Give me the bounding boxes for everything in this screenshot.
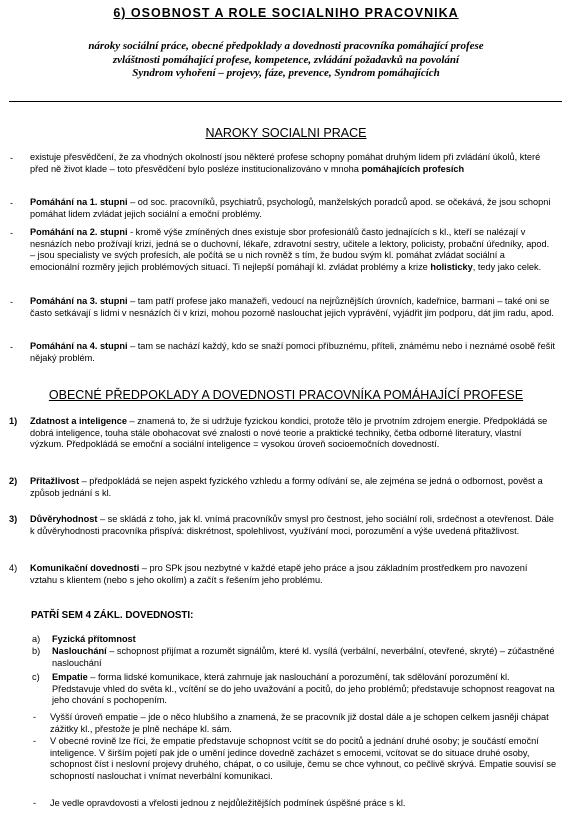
item-text: – tam se nachází každý, kdo se snaží pomoci příbuznému, příteli, známému nebo i neznámé osobě řešit nějaký problém. (30, 341, 555, 363)
item-bold: Empatie (52, 672, 88, 682)
subtitle-line: zvláštnosti pomáhající profese, kompetence, zvládání požadavků na povolání (112, 53, 460, 66)
item-bold: Komunikační dovednosti (30, 563, 140, 573)
heading-text: PATŘÍ SEM 4 ZÁKL. DOVEDNOSTI: (31, 610, 194, 621)
list-item (30, 227, 556, 273)
item-tail-bold: holisticky (430, 261, 473, 272)
item-text: - kromě výše zmíněných dnes existuje sbor profesionálů často jednajících s kl., kteří se nalézají v nesnázích nebo prožívají krizi, jedná se o duchovní, lékaře, zdravotní sestry, učitele a lektory, policisty, probační úředníky, apod. – jsou specialisty ve svých profesích, ale počítá se u nich rovněž s tím, že budou svým kl. pomáhat zvládat sociální a emocionální rozměry jejich problémových situací. Ti nejlepší pomáhají kl. zvládat problémy a krize (30, 227, 550, 272)
item-bold: Pomáhání na 3. stupni (30, 296, 128, 306)
list-item (30, 563, 556, 586)
subtitle-block (30, 40, 542, 81)
item-text: – znamená to, že si udržuje fyzickou kondici, protože tělo je prvotním zdrojem energie. Předpokládá se dobrá inteligence, touha stále obohacovat své znalosti o nové teorie a praktické techniky, četba odborné literatury, vlastní výzkum. Předpokládá se emoční a sociální inteligence = vysokou úroveň socioemočních dovedností. (30, 416, 548, 449)
item-bold: Přitažlivost (30, 476, 80, 486)
item-bold: Důvěryhodnost (30, 514, 98, 524)
list-item (30, 341, 556, 364)
item-letter: b) (32, 646, 41, 656)
section-heading-naroky: NAROKY SOCIALNI PRACE (205, 126, 367, 140)
bullet-dash: - (33, 736, 37, 746)
list-item: V obecné rovině lze říci, že empatie představuje schopnost vcítit se do pocitů a jednání druhé osoby; je součástí emoční inteligence. V širším pojetí pak jde o umění jedince dovedně zacházet s emocemi, vcítovat se do situace druhé osoby, schopnost číst i neslovní projevy druhého, chápat, o co usiluje, čemu se chce vyhnout, co pečlivě skrývá. Empatie souvisí se schopností naslouchat i vnímat neverbální komunikaci. (50, 736, 557, 781)
item-number: 3) (9, 514, 18, 524)
list-item (52, 634, 556, 646)
list-item (30, 476, 556, 499)
page-title: 6) OSOBNOST A ROLE SOCIALNIHO PRACOVNIKA (113, 6, 459, 20)
list-item (30, 514, 556, 537)
bullet-dash: - (33, 712, 37, 722)
list-item (30, 152, 556, 175)
list-item (30, 197, 556, 220)
bullet-dash: - (10, 342, 14, 352)
bullet-dash: - (10, 198, 14, 208)
item-number: 4) (9, 563, 18, 573)
section-heading-dovednosti (31, 610, 193, 621)
item-text: existuje přesvědčení, že za vhodných okolností jsou některé profese schopny pomáhat druhým lidem při zvládání úkolů, které před ně život klade – toto přesvědčení bylo posléze institucionalizováno v mnoha (30, 152, 541, 174)
item-text: – forma lidské komunikace, která zahrnuje jak naslouchání a porozumění, tak sdělování porozumění kl. Představuje vhled do světa kl., vcítění se do jeho uvažování a pocitů, do jeho problémů; představuje schopnost reagovat na jeho chování s pochopením. (52, 672, 555, 705)
item-number: 1) (9, 416, 18, 426)
item-bold: Naslouchání (52, 646, 107, 656)
list-item (52, 646, 556, 669)
list-item (30, 416, 556, 451)
item-tail: , tedy jako celek. (472, 261, 542, 272)
subtitle-line: nároky sociální práce, obecné předpoklady a dovednosti pracovníka pomáhající profese (88, 40, 484, 52)
item-text: – předpokládá se nejen aspekt fyzického vzhledu a formy odívání se, ale zejména se jedná o odbornost, pověst a způsob jednání s kl. (30, 476, 543, 498)
list-item (52, 672, 556, 707)
item-letter: c) (32, 672, 40, 682)
item-text: – od soc. pracovníků, psychiatrů, psychologů, manželských poradců apod. se očekává, že jsou schopni pomáhat lidem zvládat jejich sociální a emoční problémy. (30, 197, 551, 219)
item-bold: Pomáhání na 4. stupni (30, 341, 128, 351)
bullet-dash: - (33, 798, 37, 808)
bullet-dash: - (10, 153, 14, 163)
bullet-dash: - (10, 228, 14, 238)
item-bold: Zdatnost a inteligence (30, 416, 127, 426)
section-heading-predpoklady: OBECNÉ PŘEDPOKLADY A DOVEDNOSTI PRACOVNÍKA POMÁHAJÍCÍ PROFESE (48, 388, 524, 402)
item-letter: a) (32, 634, 41, 644)
item-tail-bold: pomáhajících profesích (361, 163, 465, 174)
item-number: 2) (9, 476, 18, 486)
item-text: – schopnost přijímat a rozumět signálům, které kl. vysílá (verbální, neverbální, otevřené, skryté) – zúčastněné naslouchání (52, 646, 555, 668)
bullet-dash: - (10, 297, 14, 307)
item-text: – se skládá z toho, jak kl. vnímá pracovníkův smysl pro čestnost, jeho sociální roli, srdečnost a otevřenost. Dále k důvěryhodnosti pracovníka přispívá: diskrétnost, spolehlivost, využívání moci, porozumění a výše uvedená přitažlivost. (30, 514, 554, 536)
list-item: Vyšší úroveň empatie – jde o něco hlubšího a znamená, že se pracovník již dostal dále a je schopen celkem jasněji chápat zážitky kl., přestože je plně nechápe kl. sám. (50, 712, 549, 734)
item-text: – pro SPk jsou nezbytné v každé etapě jeho práce a jsou základním prostředkem pro navození vztahu s klientem (nebo s jeho okolím) a začít s řešením jeho problému. (30, 563, 528, 585)
item-bold: Pomáhání na 1. stupni (30, 197, 128, 207)
item-bold: Fyzická přítomnost (52, 634, 136, 644)
subtitle-line: Syndrom vyhoření – projevy, fáze, prevence, Syndrom pomáhajících (132, 67, 440, 79)
list-item (30, 296, 556, 319)
list-item: Je vedle opravdovosti a vřelosti jednou z nejdůležitějších podmínek úspěšné práce s kl. (50, 798, 406, 808)
item-bold: Pomáhání na 2. stupni (30, 227, 128, 237)
item-text: – tam patří profese jako manažeři, vedoucí na nejrůznějších úrovních, kadeřnice, barmani – také oni se často setkávají s lidmi v nesnázích či v krizi, mohou pozorně naslouchat jejich vyprávění, vyjádřit jim podporu, dát jim radu, apod. (30, 296, 554, 318)
horizontal-rule (9, 101, 562, 102)
